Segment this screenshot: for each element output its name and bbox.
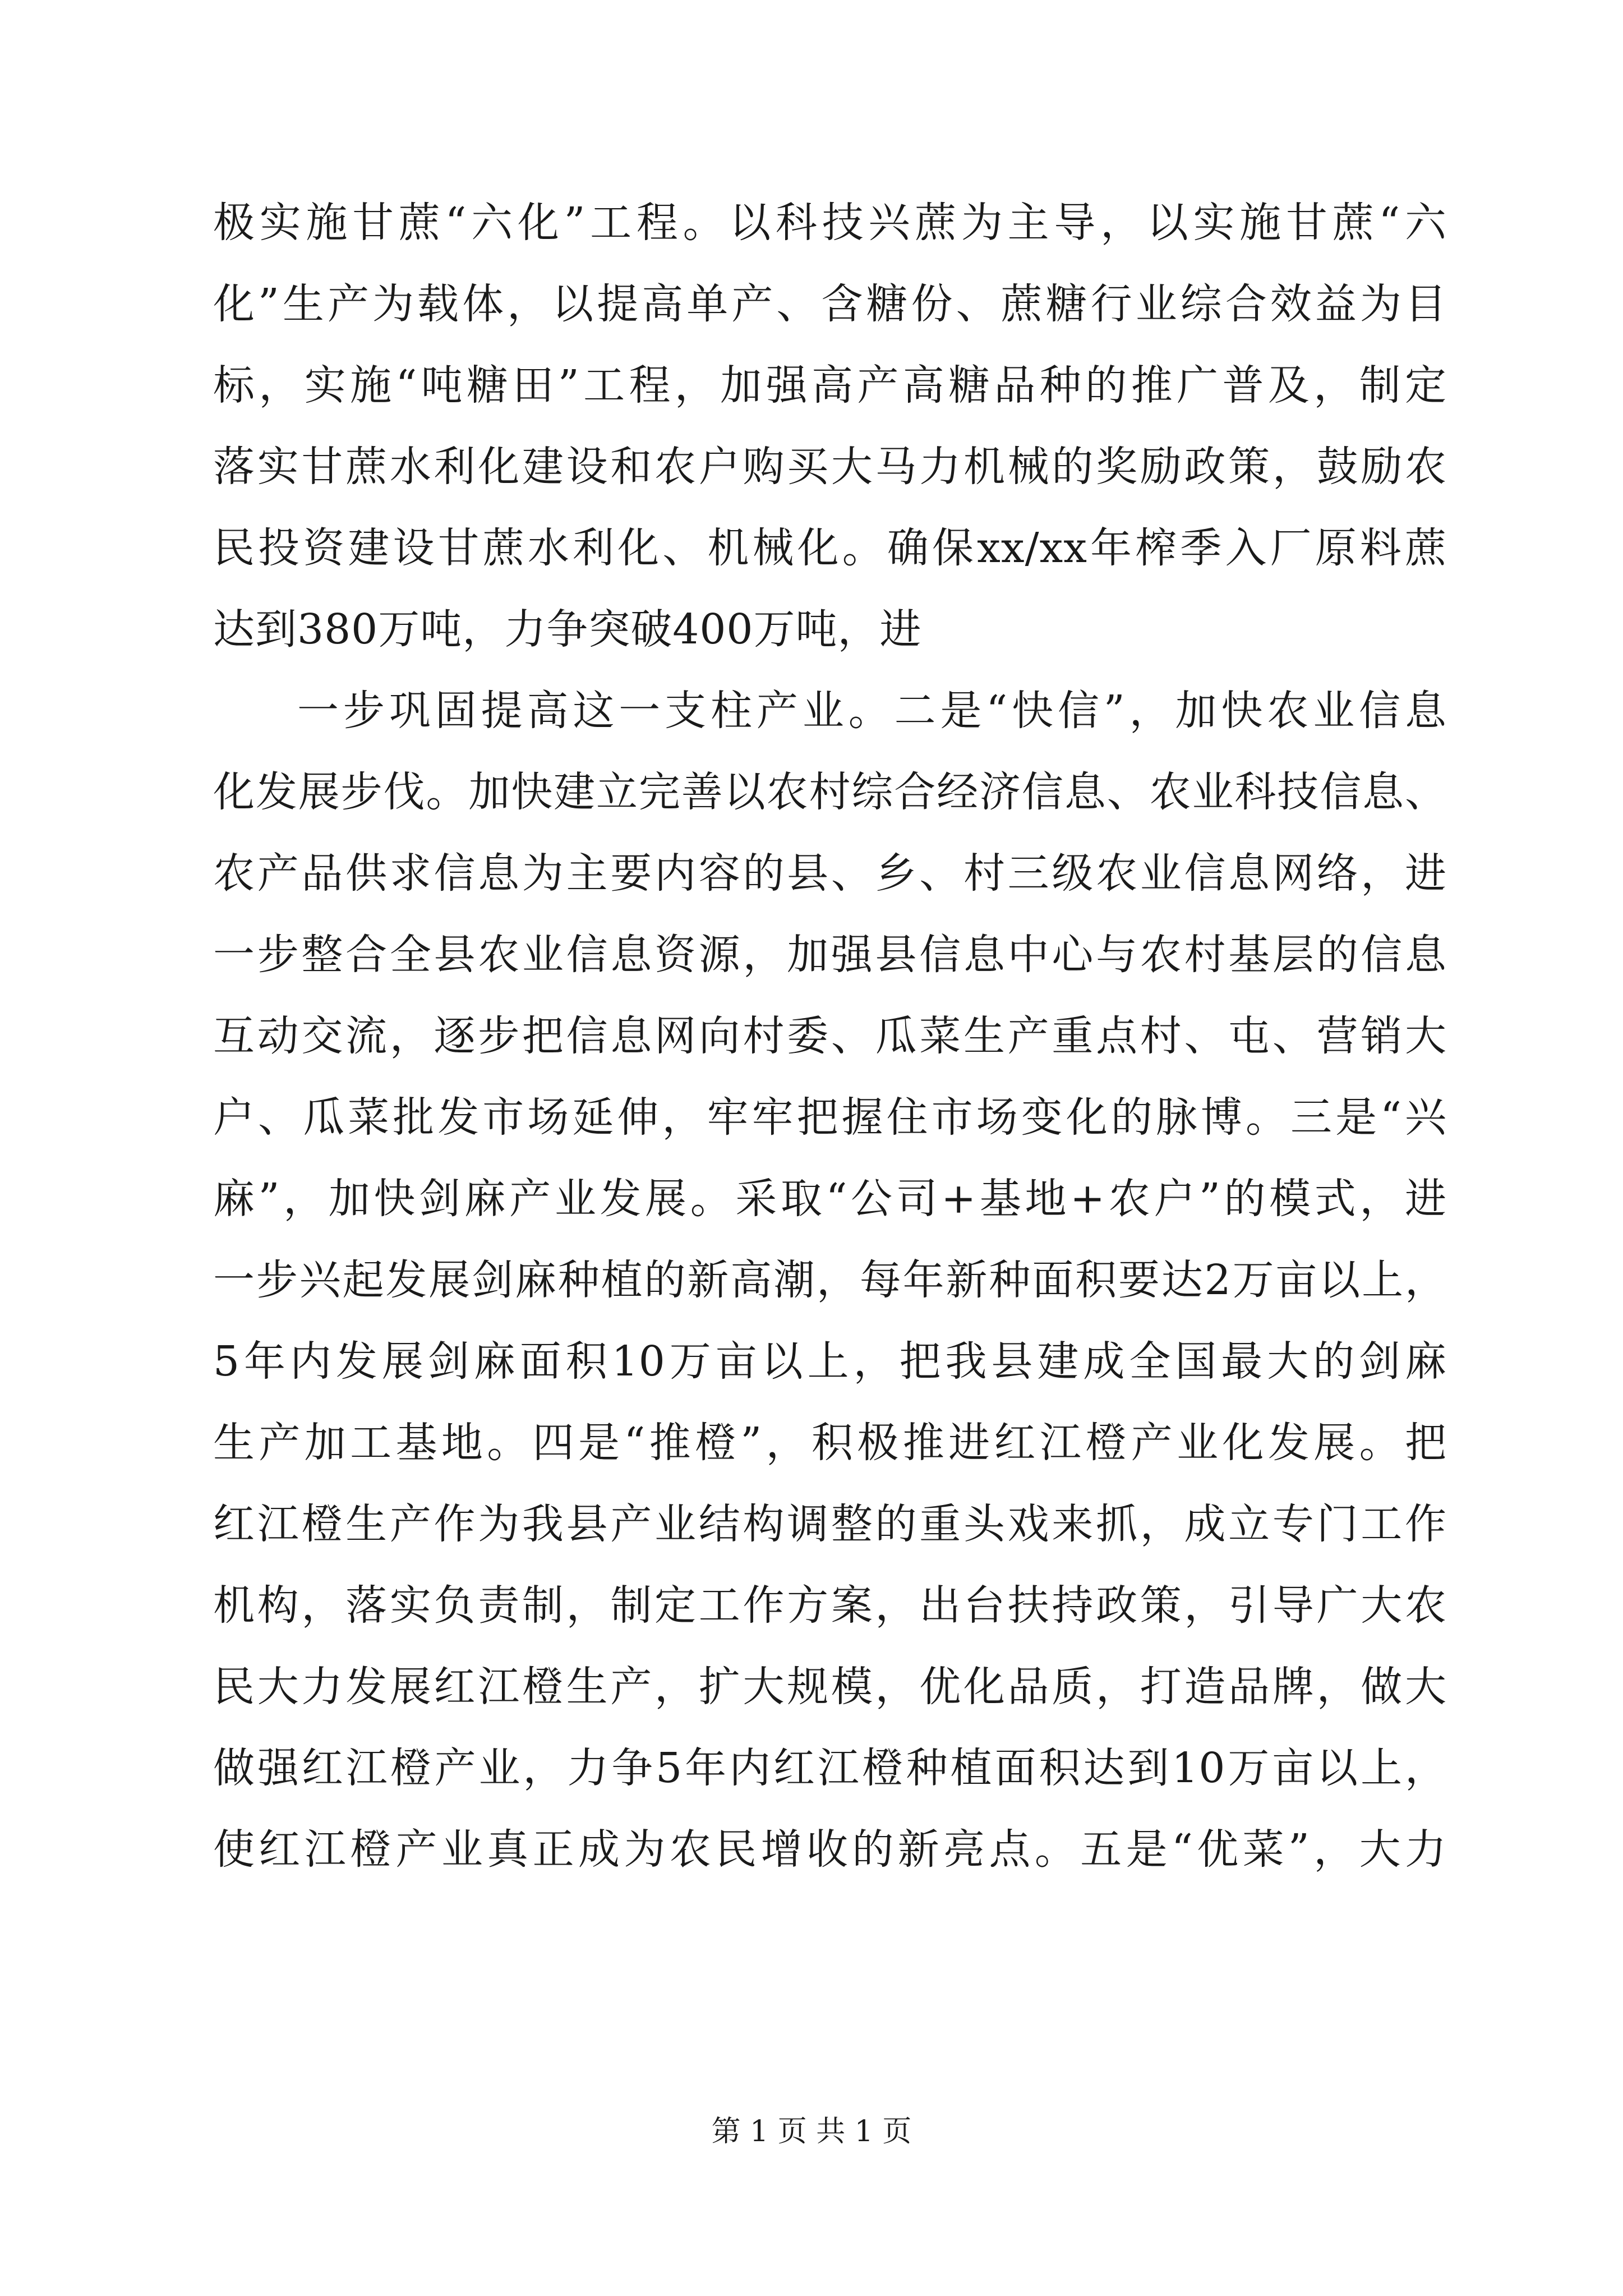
paragraph-2-line-11: 红江橙生产作为我县产业结构调整的重头戏来抓，成立专门工作 bbox=[213, 1500, 1447, 1548]
paragraph-2-line-15: 使红江橙产业真正成为农民增收的新亮点。五是“优菜”，大力 bbox=[213, 1825, 1447, 1874]
paragraph-2-line-9: 5年内发展剑麻面积10万亩以上，把我县建成全国最大的剑麻 bbox=[213, 1337, 1447, 1386]
paragraph-2-line-10: 生产加工基地。四是“推橙”，积极推进红江橙产业化发展。把 bbox=[213, 1419, 1447, 1467]
paragraph-1-line-5: 民投资建设甘蔗水利化、机械化。确保xx/xx年榨季入厂原料蔗 bbox=[213, 524, 1447, 572]
paragraph-1-line-3: 标，实施“吨糖田”工程，加强高产高糖品种的推广普及，制定 bbox=[213, 361, 1447, 409]
paragraph-2-line-1: 一步巩固提高这一支柱产业。二是“快信”，加快农业信息 bbox=[297, 687, 1447, 735]
paragraph-2-line-6: 户、瓜菜批发市场延伸，牢牢把握住市场变化的脉博。三是“兴 bbox=[213, 1093, 1447, 1142]
paragraph-2-line-12: 机构，落实负责制，制定工作方案，出台扶持政策，引导广大农 bbox=[213, 1581, 1447, 1630]
paragraph-2-line-7: 麻”，加快剑麻产业发展。采取“公司+基地+农户”的模式，进 bbox=[213, 1175, 1447, 1223]
paragraph-2-line-2: 化发展步伐。加快建立完善以农村综合经济信息、农业科技信息、 bbox=[213, 768, 1447, 816]
paragraph-2-line-8: 一步兴起发展剑麻种植的新高潮，每年新种面积要达2万亩以上， bbox=[213, 1256, 1447, 1304]
paragraph-1-line-1: 极实施甘蔗“六化”工程。以科技兴蔗为主导，以实施甘蔗“六 bbox=[213, 199, 1447, 247]
paragraph-1-line-2: 化”生产为载体，以提高单产、含糖份、蔗糖行业综合效益为目 bbox=[213, 280, 1447, 328]
paragraph-1-line-4: 落实甘蔗水利化建设和农户购买大马力机械的奖励政策，鼓励农 bbox=[213, 443, 1447, 491]
paragraph-2-line-3: 农产品供求信息为主要内容的县、乡、村三级农业信息网络，进 bbox=[213, 849, 1447, 898]
paragraph-2-line-14: 做强红江橙产业，力争5年内红江橙种植面积达到10万亩以上， bbox=[213, 1744, 1447, 1792]
paragraph-1-line-6: 达到380万吨，力争突破400万吨，进 bbox=[213, 605, 922, 654]
paragraph-2-line-4: 一步整合全县农业信息资源，加强县信息中心与农村基层的信息 bbox=[213, 931, 1447, 979]
paragraph-2-line-13: 民大力发展红江橙生产，扩大规模，优化品质，打造品牌，做大 bbox=[213, 1663, 1447, 1711]
paragraph-2-line-5: 互动交流，逐步把信息网向村委、瓜菜生产重点村、屯、营销大 bbox=[213, 1012, 1447, 1060]
page-number-footer: 第 1 页 共 1 页 bbox=[711, 2115, 912, 2148]
